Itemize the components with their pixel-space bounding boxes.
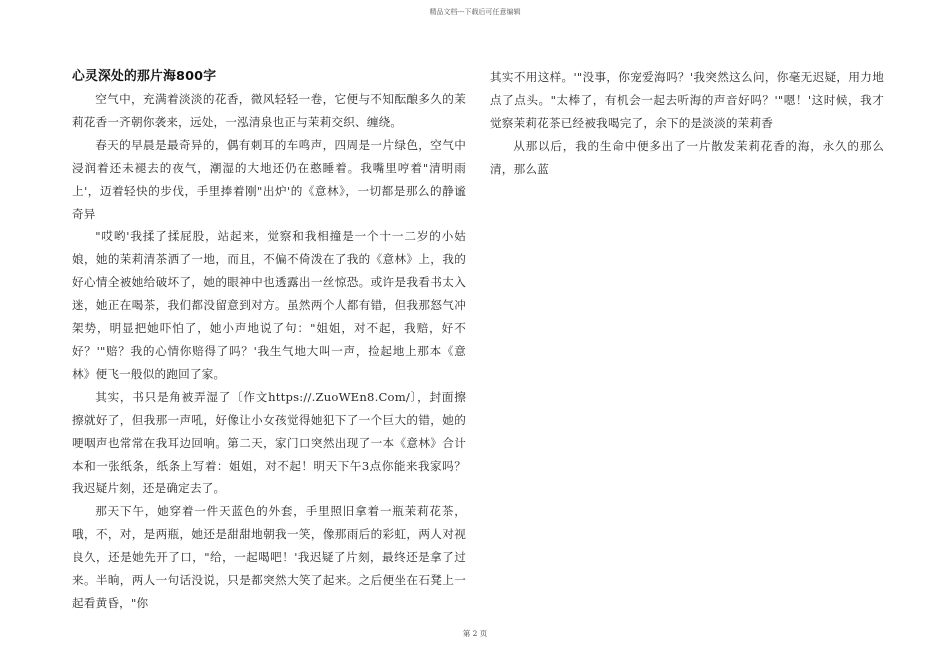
left-column xyxy=(72,66,466,615)
paragraph: 那天下午，她穿着一件天蓝色的外套，手里照旧拿着一瓶茉莉花茶，哦，不，对，是两瓶，她还是甜甜地朝我一笑，像那雨后的彩虹，两人对视良久，还是她先开了口，"给，一起喝吧！'我迟疑了片刻，最终还是拿了过来。半晌，两人一句话没说，只是都突然大笑了起来。之后便坐在石凳上一起看黄昏，"你 xyxy=(72,504,466,610)
page-header: 精品文档---下载后可任意编辑 xyxy=(429,8,521,16)
page-number: 第 2 页 xyxy=(462,629,488,638)
right-column xyxy=(490,66,884,181)
paragraph: 空气中，充满着淡淡的花香，微风轻轻一卷，它便与不知酝酿多久的茉莉花香一齐朝你袭来，远处，一泓清泉也正与茉莉交织、缠绕。 xyxy=(72,92,466,129)
paragraph: 其实，书只是角被弄湿了〔作文https://.ZuoWEn8.Com/〕，封面擦擦就好了，但我那一声吼，好像让小女孩觉得她犯下了一个巨大的错，她的哽咽声也常常在我耳边回响。第二天，家门口突然出现了一本《意林》合计本和一张纸条，纸条上写着：姐姐，对不起！明天下午3点你能来我家吗？我迟疑片刻，还是确定去了。 xyxy=(72,389,466,496)
paragraph: 从那以后，我的生命中便多出了一片散发茉莉花香的海，永久的那么清，那么蓝 xyxy=(490,138,884,176)
article-title: 心灵深处的那片海800字 xyxy=(72,69,217,84)
paragraph: "哎哟'我揉了揉屁股，站起来，觉察和我相撞是一个十一二岁的小姑娘，她的茉莉清茶洒了一地，而且，不偏不倚泼在了我的《意林》上，我的好心情全被她给破坏了，她的眼神中也透露出一丝惊恐。或许是我看书太入迷，她正在喝茶，我们都没留意到对方。虽然两个人都有错，但我那怒气冲架势，明显把她吓怕了，她小声地说了句："姐姐，对不起，我赔，好不好？'"赔？我的心情你赔得了吗？'我生气地大叫一声，捡起地上那本《意林》便飞一般似的跑回了家。 xyxy=(72,229,466,381)
paragraph-continuation: 其实不用这样。'"没事，你宠爱海吗？'我突然这么问，你毫无迟疑，用力地点了点头。"太棒了，有机会一起去听海的声音好吗？'"嗯！'这时候，我才觉察茉莉花茶已经被我喝完了，余下的是淡淡的茉莉香 xyxy=(490,70,884,130)
paragraph: 春天的早晨是最奇异的，偶有刺耳的车鸣声，四周是一片绿色，空气中浸润着还未褪去的夜气，潮湿的大地还仍在憨睡着。我嘴里哼着"清明雨上'，迈着轻快的步伐，手里捧着刚"出炉'的《意林》，一切都是那么的静谧奇异 xyxy=(72,137,466,221)
